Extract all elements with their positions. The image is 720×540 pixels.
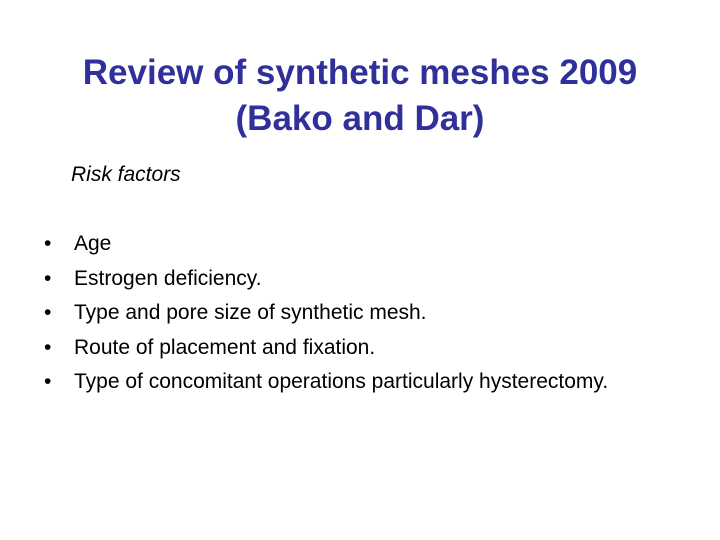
slide-subtitle: Risk factors [71, 163, 181, 186]
bullet-icon: • [44, 335, 52, 359]
bullet-icon: • [44, 266, 52, 290]
slide-title [20, 50, 700, 142]
bullet-icon: • [44, 232, 52, 255]
bullet-text: Type and pore size of synthetic mesh. [74, 301, 427, 324]
bullet-text: Estrogen deficiency. [74, 266, 262, 290]
bullet-text: Age [74, 232, 112, 255]
bullet-text: Type of concomitant operations particularly hysterectomy. [74, 370, 609, 393]
slide-title-line-2: (Bako and Dar) [235, 99, 485, 139]
bullet-icon: • [44, 301, 52, 324]
bullet-icon: • [44, 370, 52, 393]
slide-title-line-1: Review of synthetic meshes 2009 [82, 53, 638, 93]
bullet-text: Route of placement and fixation. [74, 335, 376, 359]
